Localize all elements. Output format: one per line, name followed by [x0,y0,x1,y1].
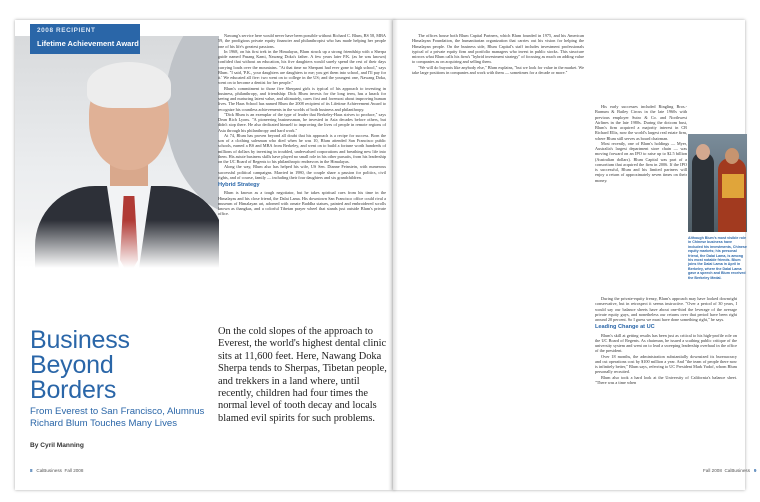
folio-right [703,468,756,473]
body-paragraph: Over 18 months, the administration substantially downsized its bureaucracy and cut operations cost by $100 million a year. And "the team of people there now is infinitely better," Blum says, referring to UC President Mark Yudof, whom Blum personally recruited. [595,353,737,375]
page-number: 8 [30,468,33,473]
headline-line: Business [30,326,130,354]
magazine-name: CalBusiness [36,468,62,473]
photo-fade [15,220,219,268]
lede-paragraph: On the cold slopes of the approach to Everest, the world's highest dental clinic sits at 11,600 feet. Here, Nawang Doka Sherpa tends to Sherpas, Tibetan people, and trekkers in a land where, until recently, children had four times the normal level of tooth decay and locals blamed evil spirits for such problems. [218,326,387,424]
body-column-1 [218,33,386,217]
body-paragraph: His early successes included Ringling Bros.-Barnum & Bailey Circus in the late 1960s with previous employer Sutro & Co. and Northwest Airlines in the late 1980s. During the dotcom bust, Blum's firm acquired a majority interest in CB Richard Ellis, now the world's largest real estate firm, where Blum still serves as board chairman. [595,104,687,141]
body-column-3 [595,296,737,385]
body-paragraph: At 74, Blum has proven beyond all doubt that his approach is a recipe for success. Born the son of a clothing salesman who died when he was 10, Blum attended San Francisco public schools, earned a BS and MBA from Berkeley, and went on to build a fortune worth hundreds of millions of dollars by investing in troubled, undervalued corporations and breathing new life into them. His astute business skills have played no small role in his other pursuits, from his leadership on the UC Board of Regents to his philanthropic endeavors in the Himalayas. [218,132,386,164]
page-number: 9 [753,468,757,473]
section-subhead: Hybrid Strategy [218,182,260,188]
article-deck: From Everest to San Francisco, Alumnus Richard Blum Touches Many Lives [30,406,205,429]
body-paragraph: In 1968, on his first trek in the Himalayas, Blum struck up a strong friendship with a Sherpa guide named Pasang Kami, Nawang Doka's father. A few years later P.K. (as he was known) confided that without an education, his five daughters would surely spend the rest of their days carrying loads over the mountains. "At that time no Sherpani had ever gone to high school," says Blum. "I said, 'P.K., your daughters are daughters to me; you get them into school, and I'll pay for it.' We educated all five: two went on to college in the US; and the youngest one, Nawang Doka, went on to become a dentist for her people." [218,48,386,86]
section-subhead: Leading Change at UC [595,324,655,331]
article-headline [30,328,230,403]
body-paragraph: Along the way, Blum also has helped his wife, US Sen. Dianne Feinstein, with numerous successful political campaigns. Married in 1980, the couple share a passion for politics, civil rights, and of course, family — including their four daughters and six grandchildren. [218,164,386,180]
byline: By Cyril Manning [30,442,84,449]
headline-line: Beyond [30,351,114,379]
body-paragraph: "We will do buyouts like anybody else," Blum explains, "but we look for value in the market. We take large positions in companies and work with them — sometimes for a decade or more." [412,64,584,75]
inset-photo [688,134,747,232]
issue-date: Fall 2008 [703,468,722,473]
body-paragraph: The offices house both Blum Capital Partners, which Blum founded in 1975, and his American Himalayan Foundation, the humanitarian organization that carries out his vision for helping the Himalayan people. On the business side, Blum Capital's staff includes investment professionals typical of a private equity firm and portfolio managers who invest in public stocks. This structure mirrors what Blum calls his firm's "hybrid investment strategy" of focusing as much on adding value to companies as on acquiring and selling them. [412,33,584,65]
body-paragraph: Blum's commitment to those five Sherpani girls is typical of his approach to investing in business, philanthropy, and friendship: Dick Blum invests for the long term, has a knack for seeing and nurturing latent value, and ultimately, cares first and foremost about improving human lives. The Haas School has named Blum the 2008 recipient of its Lifetime Achievement Award to recognize his countless achievements in the worlds of both business and philanthropy. [218,85,386,112]
award-name: Lifetime Achievement Award [37,39,139,48]
headline-line: Borders [30,376,117,404]
body-paragraph: During the private-equity frenzy, Blum's approach may have looked downright conservative, but in retrospect it seems instructive. "Over a period of 30 years, I would say our balance sheets have about one-third the leverage of the average private equity guys, and nonetheless our returns over that period have been right around 20 percent. So I guess we must have done something right," he says. [595,296,737,322]
issue-date: Fall 2008 [64,468,84,473]
recipient-tag [30,24,140,54]
body-paragraph: Nawang's service here would never have been possible without Richard C. Blum, BS 58, MBA 59, the prodigious private equity financier and philanthropist who has made helping her people one of his life's greatest passions. [218,33,386,49]
body-paragraph: Blum's skill at getting results has been just as critical to his high-profile role on the UC Board of Regents. As chairman, he issued a scathing public critique of the university system and went on to lead a sweeping leadership overhaul in the office of the president. [595,332,737,354]
magazine-name: CalBusiness [724,468,751,473]
photo-caption: Although Blum's most visible role in Chinese business have included his investments, Chinese equity markets; his personal friend, the Dalai Lama, is among his most notable friends. Blum joins the Dalai Lama in April in Berkeley, where the Dalai Lama gave a speech and Blum received the Berkeley Medal. [688,236,747,280]
body-paragraph: Most recently, one of Blum's holdings — Myer, Australia's largest department store chain — was moving forward on an IPO to raise up to $2.5 billion (Australian dollars). Blum Capital was part of a consortium that acquired the firm in 2006. If the IPO is successful, Blum and his limited partners will enjoy a return of approximately seven times on their money. [595,140,687,183]
body-column-2 [412,33,584,75]
body-paragraph: Blum is known as a tough negotiator, but he takes spiritual cues from his time in the Himalayas and his close friend, the Dalai Lama. His downtown San Francisco office could rival a museum of Himalayan art, adorned with ornate Buddha statues, painted and embroidered scrolls known as thangkas, and a colorful Tibetan prayer wheel that stands just outside Blum's private office. [218,190,386,217]
body-column-3-narrow [595,104,687,183]
body-paragraph: Blum also took a hard look at the University of California's balance sheet. "There was a time when [595,374,737,385]
folio-left [30,468,83,473]
recipient-year: 2008 RECIPIENT [37,27,96,34]
body-paragraph: "Dick Blum is an exemplar of the type of leader that Berkeley-Haas strives to produce," says Dean Rich Lyons. "A pioneering businessman, he invested in Asia decades before others, but didn't stop there. He also dedicated himself to improving the lives of people in remote regions of Asia through his philanthropy and hard work." [218,111,386,133]
